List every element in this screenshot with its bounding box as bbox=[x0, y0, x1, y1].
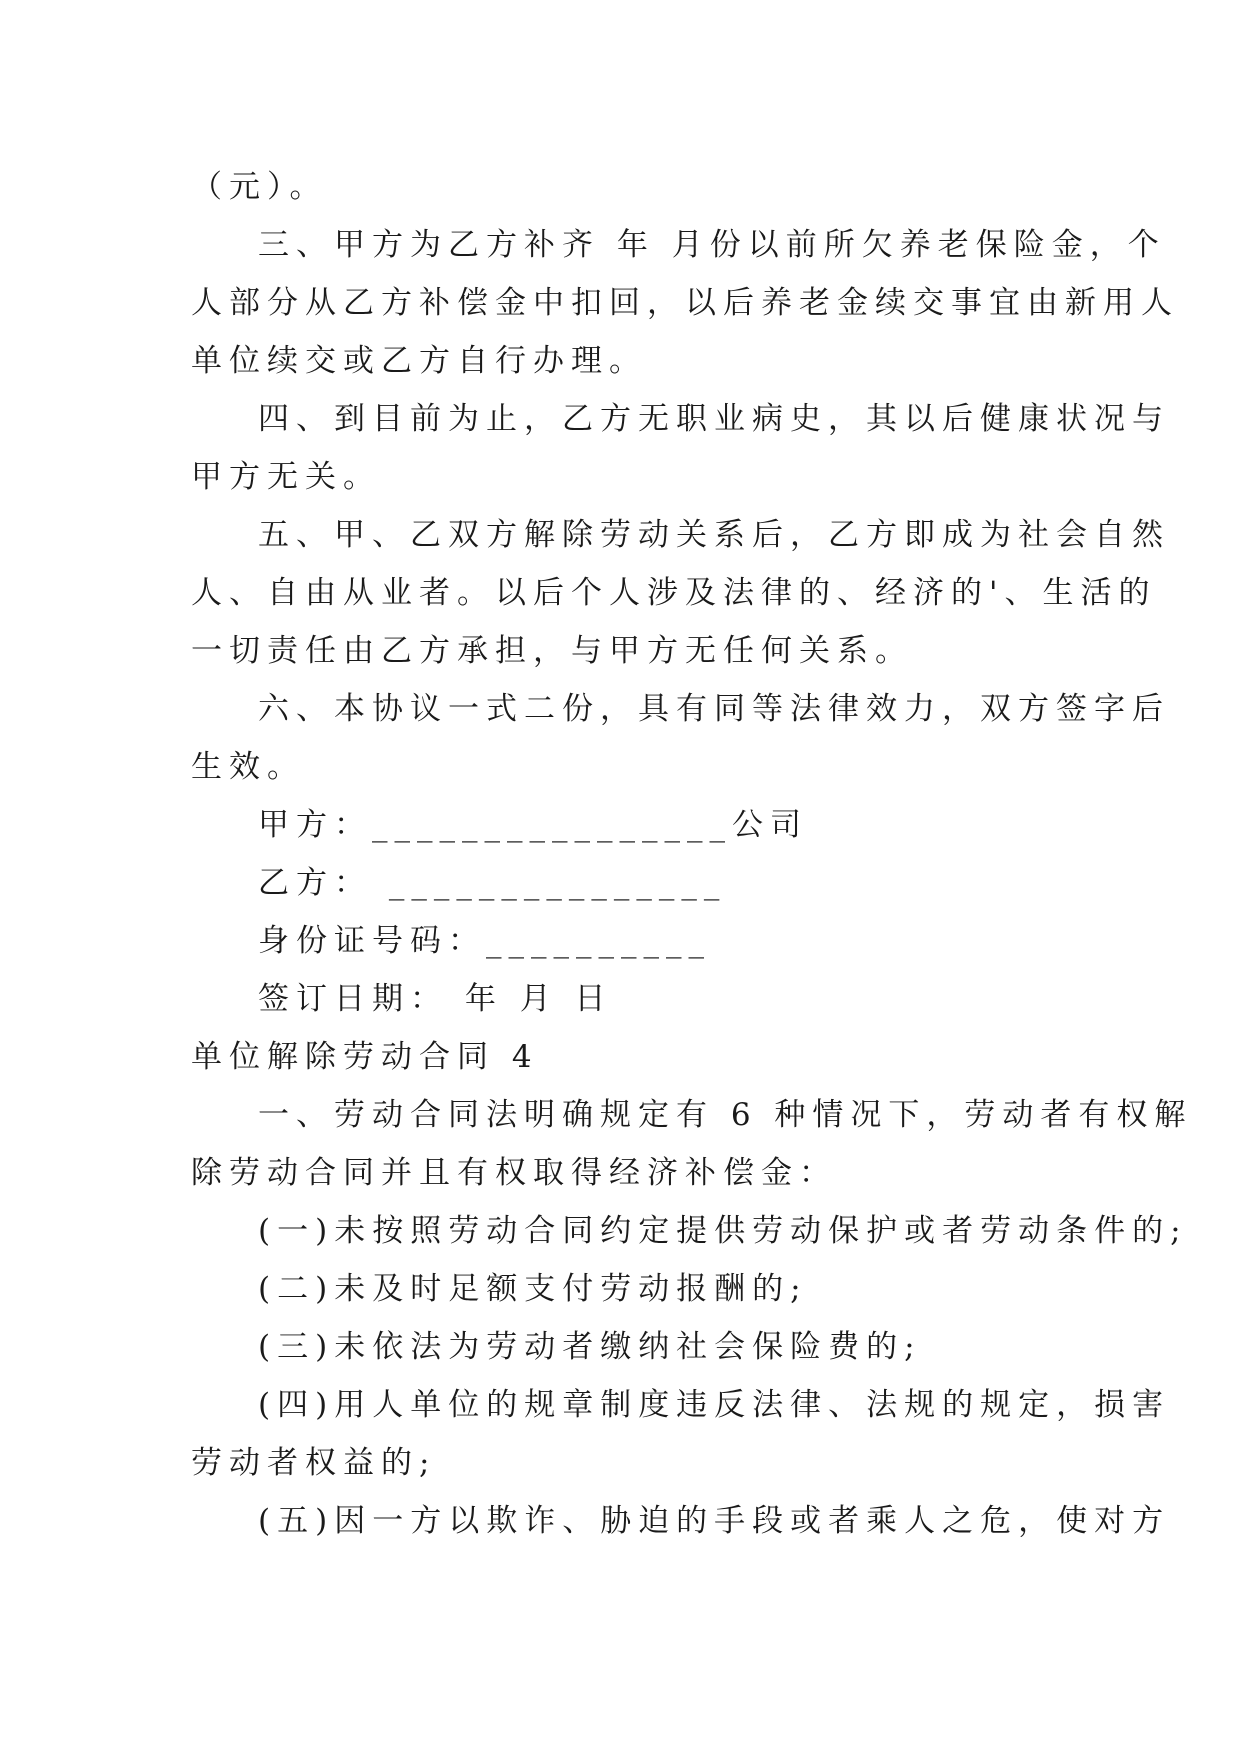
signature-id-number: 身份证号码：__________ bbox=[258, 923, 711, 959]
text-line: 劳动者权益的; bbox=[191, 1445, 437, 1481]
signature-date: 签订日期： 年 月 日 bbox=[258, 981, 613, 1017]
text-line: 除劳动合同并且有权取得经济补偿金： bbox=[191, 1155, 837, 1191]
signature-party-b: 乙方： _______________ bbox=[258, 865, 727, 901]
text-line: 五、甲、乙双方解除劳动关系后，乙方即成为社会自然 bbox=[258, 517, 1170, 553]
text-line: 甲方无关。 bbox=[191, 459, 381, 495]
document-body bbox=[191, 158, 1193, 1550]
text-line: （元）。 bbox=[191, 169, 328, 205]
text-line: 生效。 bbox=[191, 749, 305, 785]
text-line: 六、本协议一式二份，具有同等法律效力，双方签字后 bbox=[258, 691, 1170, 727]
list-item: (一)未按照劳动合同约定提供劳动保护或者劳动条件的; bbox=[258, 1213, 1188, 1249]
text-line: 单位续交或乙方自行办理。 bbox=[191, 343, 647, 379]
signature-party-a: 甲方：________________公司 bbox=[258, 807, 808, 843]
text-line: 人部分从乙方补偿金中扣回，以后养老金续交事宜由新用人 bbox=[191, 285, 1179, 321]
text-line: 一、劳动合同法明确规定有 6 种情况下，劳动者有权解 bbox=[258, 1097, 1193, 1133]
list-item: (五)因一方以欺诈、胁迫的手段或者乘人之危，使对方 bbox=[258, 1503, 1171, 1539]
text-line: 人、自由从业者。以后个人涉及法律的、经济的'、生活的 bbox=[191, 575, 1157, 611]
text-line: 四、到目前为止，乙方无职业病史，其以后健康状况与 bbox=[258, 401, 1170, 437]
text-line: 一切责任由乙方承担，与甲方无任何关系。 bbox=[191, 633, 913, 669]
text-line: 三、甲方为乙方补齐 年 月份以前所欠养老保险金，个 bbox=[258, 227, 1166, 263]
list-item: (四)用人单位的规章制度违反法律、法规的规定，损害 bbox=[258, 1387, 1171, 1423]
section-heading: 单位解除劳动合同 4 bbox=[191, 1039, 539, 1075]
list-item: (三)未依法为劳动者缴纳社会保险费的; bbox=[258, 1329, 922, 1365]
list-item: (二)未及时足额支付劳动报酬的; bbox=[258, 1271, 808, 1307]
